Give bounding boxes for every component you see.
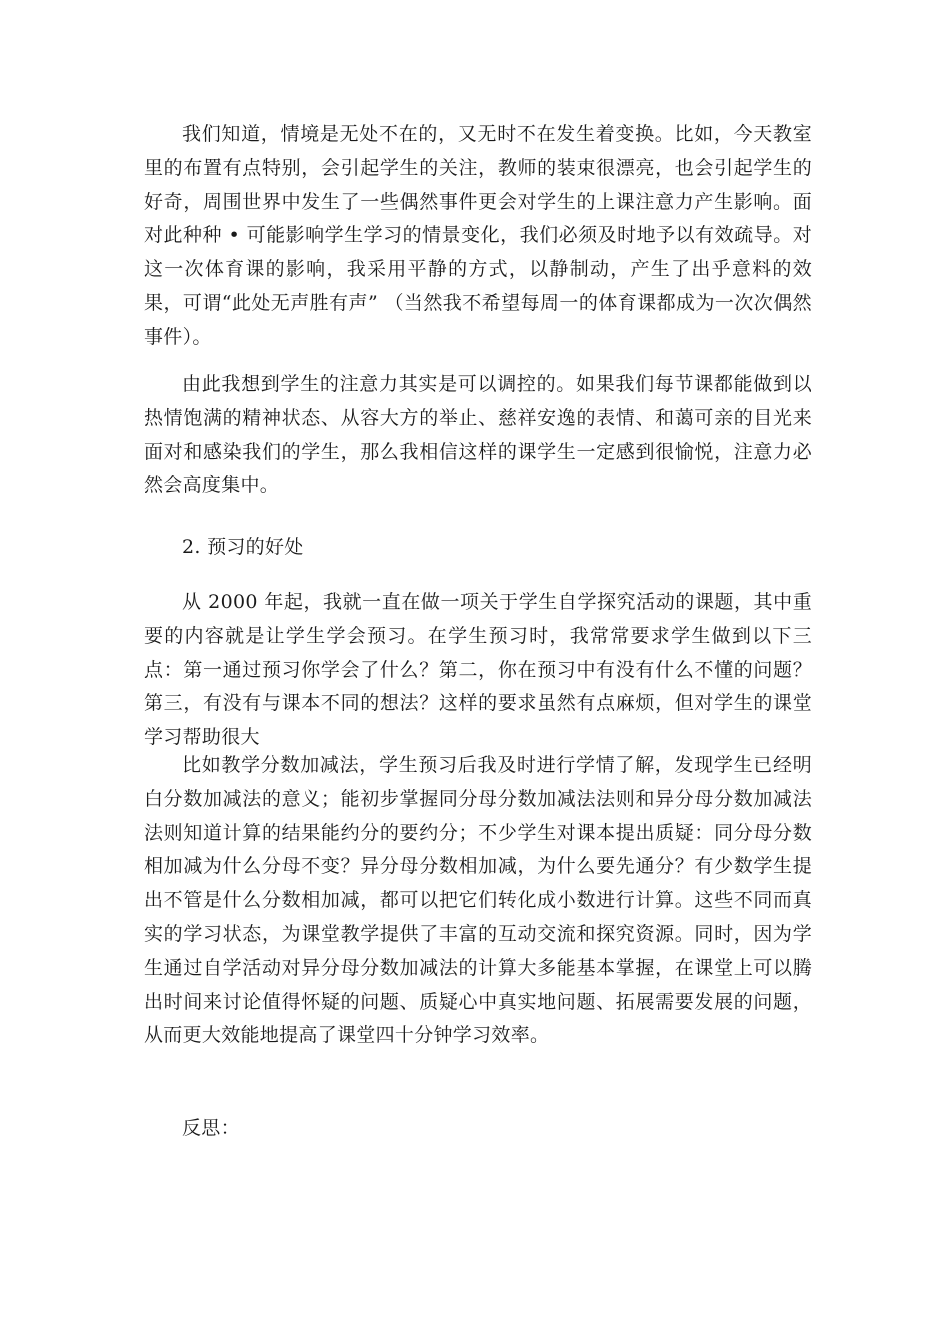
section-heading-preview-benefits: 2. 预习的好处 — [182, 536, 304, 558]
paragraph-preview-project: 从 2000 年起，我就一直在做一项关于学生自学探究活动的课题，其中重要的内容就是让学生学会预习。在学生预习时，我常常要求学生做到以下三点：第一通过预习你学会了什么？第二，你在预习中有没有什么不懂的问题？第三，有没有与课本不同的想法？这样的要求虽然有点麻烦，但对学生的课堂学习帮助很大 — [144, 591, 812, 749]
paragraph-fraction-example: 比如教学分数加减法，学生预习后我及时进行学情了解，发现学生已经明白分数加减法的意义；能初步掌握同分母分数加减法法则和异分母分数加减法法则知道计算的结果能约分的要约分；不少学生对课本提出质疑：同分母分数相加减为什么分母不变？异分母分数相加减，为什么要先通分？有少数学生提出不管是什么分数相加减，都可以把它们转化成小数进行计算。这些不同而真实的学习状态，为课堂教学提供了丰富的互动交流和探究资源。同时，因为学生通过自学活动对异分母分数加减法的计算大多能基本掌握，在课堂上可以腾出时间来讨论值得怀疑的问题、质疑心中真实地问题、拓展需要发展的问题，从而更大效能地提高了课堂四十分钟学习效率。 — [144, 754, 812, 1047]
paragraph-situation-guidance: 我们知道，情境是无处不在的，又无时不在发生着变换。比如，今天教室里的布置有点特别，会引起学生的关注，教师的装束很漂亮，也会引起学生的好奇，周围世界中发生了一些偶然事件更会对学生的上课注意力产生影响。面对此种种 • 可能影响学生学习的情景变化，我们必须及时地予以有效疏导。对这一次体育课的影响，我采用平静的方式，以静制动，产生了出乎意料的效果，可谓“此处无声胜有声” （当然我不希望每周一的体育课都成为一次次偶然事件）。 — [144, 123, 812, 348]
paragraph-attention-control: 由此我想到学生的注意力其实是可以调控的。如果我们每节课都能做到以热情饱满的精神状态、从容大方的举止、慈祥安逸的表情、和蔼可亲的目光来面对和感染我们的学生，那么我相信这样的课学生一定感到很愉悦，注意力必然会高度集中。 — [144, 373, 812, 497]
section-heading-reflection: 反思： — [182, 1117, 240, 1139]
